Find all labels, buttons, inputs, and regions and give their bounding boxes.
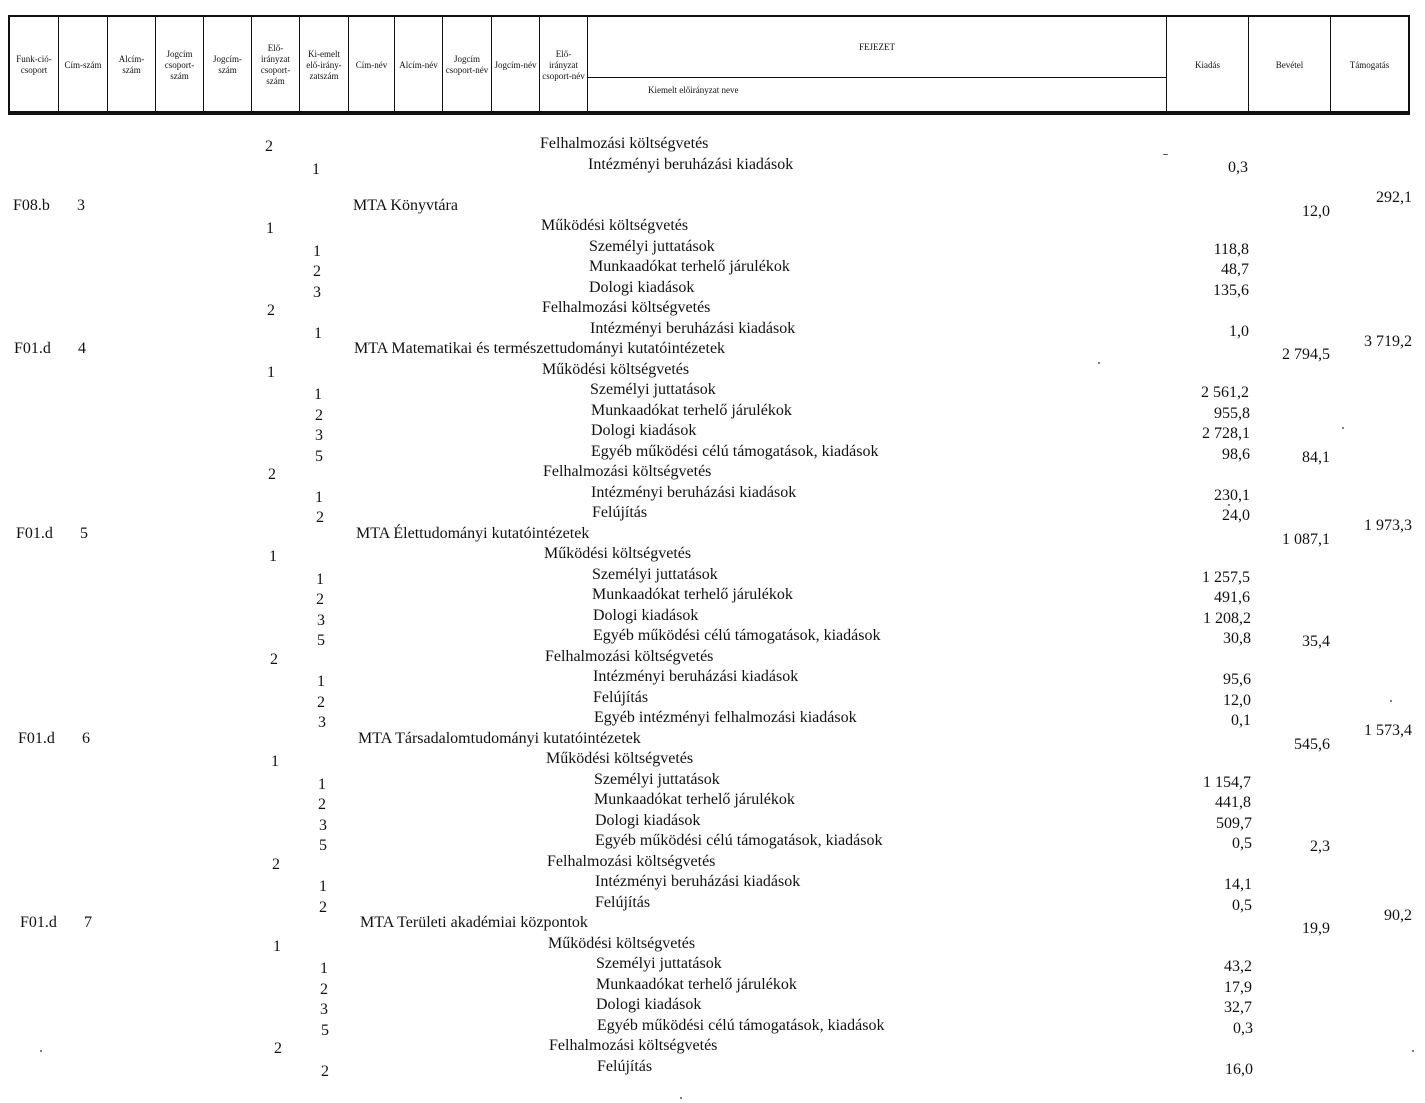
row-kiadas: 0,3 — [1228, 159, 1248, 176]
row-name-group: Felhalmozási költségvetés — [542, 299, 711, 316]
row-name-group: Működési költségvetés — [548, 935, 696, 952]
scan-speck — [1342, 427, 1344, 429]
row-kiemelt-eloiranyzatszam: 2 — [313, 263, 321, 280]
row-cimszam: 5 — [80, 525, 88, 542]
row-name-item: Felújítás — [597, 1058, 653, 1075]
row-eloiranyzat-csoportszam: 2 — [272, 856, 280, 873]
row-tamogatas: 1 973,3 — [1364, 517, 1412, 534]
row-name-group: Működési költségvetés — [546, 750, 694, 767]
row-kiadas: 95,6 — [1223, 671, 1251, 688]
row-kiemelt-eloiranyzatszam: 1 — [313, 243, 321, 260]
row-name-item: Dologi kiadások — [589, 279, 695, 296]
row-kiemelt-eloiranyzatszam: 2 — [315, 407, 323, 424]
row-kiemelt-eloiranyzatszam: 2 — [317, 694, 325, 711]
header-kiadas: Kiadás — [1166, 17, 1248, 113]
row-kiadas: 2 728,1 — [1202, 425, 1250, 442]
row-bevetel: 35,4 — [1302, 633, 1330, 650]
row-eloiranyzat-csoportszam: 1 — [271, 753, 279, 770]
header-alcimszam: Alcím-szám — [107, 17, 155, 113]
scan-speck — [1098, 362, 1100, 364]
table-header — [8, 15, 1410, 115]
row-name-item: Személyi juttatások — [594, 771, 720, 788]
row-name-group: Felhalmozási költségvetés — [540, 135, 709, 152]
row-kiadas: 2 561,2 — [1201, 384, 1249, 401]
header-fejezet-block — [587, 17, 1166, 113]
row-name-title: MTA Élettudományi kutatóintézetek — [356, 525, 590, 542]
row-kiadas: 0,1 — [1231, 712, 1251, 729]
row-kiemelt-eloiranyzatszam: 2 — [320, 981, 328, 998]
header-cimnev: Cím-név — [348, 17, 394, 113]
row-kiadas: 441,8 — [1215, 794, 1251, 811]
row-kiemelt-eloiranyzatszam: 2 — [319, 899, 327, 916]
row-name-item: Intézményi beruházási kiadások — [593, 668, 799, 685]
row-eloiranyzat-csoportszam: 1 — [267, 364, 275, 381]
row-kiadas: 0,5 — [1232, 835, 1252, 852]
row-tamogatas: 3 719,2 — [1364, 333, 1412, 350]
row-name-item: Egyéb működési célú támogatások, kiadások — [595, 832, 883, 849]
row-kiadas: 118,8 — [1213, 241, 1249, 258]
header-fejezet: FEJEZET — [588, 17, 1166, 78]
row-kiemelt-eloiranyzatszam: 3 — [313, 284, 321, 301]
row-name-group: Működési költségvetés — [541, 217, 689, 234]
row-kiadas: 24,0 — [1222, 507, 1250, 524]
row-tamogatas: 1 573,4 — [1364, 722, 1412, 739]
row-kiemelt-eloiranyzatszam: 1 — [318, 776, 326, 793]
row-eloiranyzat-csoportszam: 2 — [267, 302, 275, 319]
row-name-item: Felújítás — [595, 894, 651, 911]
row-kiemelt-eloiranyzatszam: 2 — [316, 509, 324, 526]
row-name-item: Egyéb működési célú támogatások, kiadások — [591, 443, 879, 460]
row-name-item: Intézményi beruházási kiadások — [590, 320, 796, 337]
row-kiadas: 12,0 — [1223, 692, 1251, 709]
row-name-title: MTA Területi akadémiai központok — [360, 914, 588, 931]
row-kiemelt-eloiranyzatszam: 3 — [315, 427, 323, 444]
row-kiemelt-eloiranyzatszam: 1 — [314, 386, 322, 403]
scan-speck — [1163, 154, 1168, 155]
header-tamogatas: Támogatás — [1330, 17, 1408, 113]
row-kiemelt-eloiranyzatszam: 5 — [315, 448, 323, 465]
row-kiemelt-eloiranyzatszam: 3 — [318, 714, 326, 731]
scan-speck — [40, 1050, 42, 1052]
row-cimszam: 7 — [84, 914, 92, 931]
row-kiadas: 16,0 — [1225, 1061, 1253, 1078]
row-name-item: Dologi kiadások — [596, 996, 702, 1013]
row-kiemelt-eloiranyzatszam: 1 — [315, 489, 323, 506]
row-bevetel: 545,6 — [1294, 736, 1330, 753]
row-funkciocsoport: F01.d — [20, 914, 57, 931]
row-name-item: Egyéb intézményi felhalmozási kiadások — [594, 709, 857, 726]
row-bevetel: 1 087,1 — [1282, 531, 1330, 548]
row-kiemelt-eloiranyzatszam: 2 — [321, 1063, 329, 1080]
row-kiadas: 491,6 — [1214, 589, 1250, 606]
row-kiemelt-eloiranyzatszam: 5 — [321, 1022, 329, 1039]
row-kiemelt-eloiranyzatszam: 1 — [317, 673, 325, 690]
row-cimszam: 4 — [78, 340, 86, 357]
row-bevetel: 2,3 — [1310, 838, 1330, 855]
row-funkciocsoport: F01.d — [14, 340, 51, 357]
row-kiadas: 0,3 — [1233, 1020, 1253, 1037]
row-kiadas: 509,7 — [1216, 815, 1252, 832]
row-kiadas: 43,2 — [1224, 958, 1252, 975]
row-tamogatas: 90,2 — [1384, 907, 1412, 924]
row-name-group: Működési költségvetés — [544, 545, 692, 562]
row-kiadas: 1 154,7 — [1203, 774, 1251, 791]
row-bevetel: 19,9 — [1302, 920, 1330, 937]
row-kiadas: 48,7 — [1221, 261, 1249, 278]
row-kiadas: 98,6 — [1222, 446, 1250, 463]
row-kiemelt-eloiranyzatszam: 3 — [317, 612, 325, 629]
header-cimszam: Cím-szám — [58, 17, 107, 113]
row-kiemelt-eloiranyzatszam: 1 — [314, 325, 322, 342]
row-kiadas: 0,5 — [1232, 897, 1252, 914]
row-name-item: Intézményi beruházási kiadások — [591, 484, 797, 501]
row-kiadas: 955,8 — [1214, 405, 1250, 422]
row-eloiranyzat-csoportszam: 1 — [266, 220, 274, 237]
row-name-item: Munkaadókat terhelő járulékok — [596, 976, 797, 993]
row-name-item: Egyéb működési célú támogatások, kiadások — [593, 627, 881, 644]
row-kiadas: 17,9 — [1224, 979, 1252, 996]
row-kiemelt-eloiranyzatszam: 2 — [316, 591, 324, 608]
row-eloiranyzat-csoportszam: 2 — [268, 466, 276, 483]
row-kiemelt-eloiranyzatszam: 1 — [312, 161, 320, 178]
row-kiadas: 32,7 — [1224, 999, 1252, 1016]
row-tamogatas: 292,1 — [1376, 189, 1412, 206]
scan-speck — [1228, 504, 1230, 506]
row-name-item: Személyi juttatások — [590, 381, 716, 398]
row-kiemelt-eloiranyzatszam: 3 — [319, 817, 327, 834]
row-name-item: Egyéb működési célú támogatások, kiadások — [597, 1017, 885, 1034]
row-kiemelt-eloiranyzatszam: 3 — [320, 1001, 328, 1018]
row-name-group: Felhalmozási költségvetés — [547, 853, 716, 870]
row-name-item: Személyi juttatások — [596, 955, 722, 972]
row-name-group: Felhalmozási költségvetés — [549, 1037, 718, 1054]
row-eloiranyzat-csoportszam: 1 — [273, 938, 281, 955]
row-name-item: Munkaadókat terhelő járulékok — [592, 586, 793, 603]
row-bevetel: 12,0 — [1302, 203, 1330, 220]
row-name-title: MTA Matematikai és természettudományi kutatóintézetek — [354, 340, 726, 357]
row-name-title: MTA Könyvtára — [353, 197, 458, 214]
row-name-item: Felújítás — [592, 504, 648, 521]
row-name-item: Személyi juttatások — [589, 238, 715, 255]
row-kiadas: 1 208,2 — [1203, 610, 1251, 627]
row-name-item: Dologi kiadások — [591, 422, 697, 439]
row-kiemelt-eloiranyzatszam: 5 — [317, 632, 325, 649]
row-kiemelt-eloiranyzatszam: 1 — [320, 960, 328, 977]
header-jogcimcsoportszam: Jogcím csoport-szám — [155, 17, 203, 113]
header-funkciocsoport: Funk-ció-csoport — [16, 54, 52, 75]
row-name-item: Dologi kiadások — [593, 607, 699, 624]
row-name-group: Felhalmozási költségvetés — [545, 648, 714, 665]
row-bevetel: 84,1 — [1302, 449, 1330, 466]
row-name-item: Intézményi beruházási kiadások — [595, 873, 801, 890]
header-kiemelt-eloiranyzat-neve: Kiemelt előirányzat neve — [648, 85, 739, 95]
row-kiadas: 1,0 — [1229, 323, 1249, 340]
row-cimszam: 3 — [77, 197, 85, 214]
row-eloiranyzat-csoportszam: 1 — [269, 548, 277, 565]
row-name-group: Működési költségvetés — [542, 361, 690, 378]
row-eloiranyzat-csoportszam: 2 — [270, 651, 278, 668]
row-name-item: Munkaadókat terhelő járulékok — [594, 791, 795, 808]
row-name-title: MTA Társadalomtudományi kutatóintézetek — [358, 730, 641, 747]
row-kiemelt-eloiranyzatszam: 2 — [318, 796, 326, 813]
header-alcimnev: Alcím-név — [394, 17, 442, 113]
scan-speck — [1390, 700, 1392, 702]
header-kiemelt-eloiranyzatszam: Ki-emelt elő-irány-zatszám — [299, 17, 348, 113]
row-eloiranyzat-csoportszam: 2 — [274, 1040, 282, 1057]
row-funkciocsoport: F08.b — [13, 197, 50, 214]
row-kiemelt-eloiranyzatszam: 5 — [319, 837, 327, 854]
scan-speck — [680, 1097, 682, 1099]
row-kiadas: 14,1 — [1224, 876, 1252, 893]
header-jogcimcsoportnev: Jogcím csoport-név — [442, 17, 491, 113]
row-name-item: Dologi kiadások — [595, 812, 701, 829]
row-kiadas: 30,8 — [1223, 630, 1251, 647]
header-jogcimnev: Jogcím-név — [491, 17, 539, 113]
row-bevetel: 2 794,5 — [1282, 346, 1330, 363]
row-cimszam: 6 — [82, 730, 90, 747]
scan-speck — [1412, 1050, 1414, 1052]
row-kiadas: 230,1 — [1214, 487, 1250, 504]
row-name-item: Személyi juttatások — [592, 566, 718, 583]
row-kiadas: 1 257,5 — [1202, 569, 1250, 586]
header-eloiranyzatcsoportszam: Elő-irányzat csoport-szám — [251, 17, 299, 113]
row-name-group: Felhalmozási költségvetés — [543, 463, 712, 480]
row-name-item: Intézményi beruházási kiadások — [588, 156, 794, 173]
row-eloiranyzat-csoportszam: 2 — [265, 138, 273, 155]
row-kiemelt-eloiranyzatszam: 1 — [319, 878, 327, 895]
header-eloiranyzatcsoportnev: Elő-irányzat csoport-név — [539, 17, 587, 113]
row-kiemelt-eloiranyzatszam: 1 — [316, 571, 324, 588]
row-name-item: Felújítás — [593, 689, 649, 706]
header-bevetel: Bevétel — [1248, 17, 1330, 113]
header-jogcimszam: Jogcím-szám — [203, 17, 251, 113]
row-kiadas: 135,6 — [1213, 282, 1249, 299]
row-name-item: Munkaadókat terhelő járulékok — [591, 402, 792, 419]
row-funkciocsoport: F01.d — [18, 730, 55, 747]
row-funkciocsoport: F01.d — [16, 525, 53, 542]
row-name-item: Munkaadókat terhelő járulékok — [589, 258, 790, 275]
